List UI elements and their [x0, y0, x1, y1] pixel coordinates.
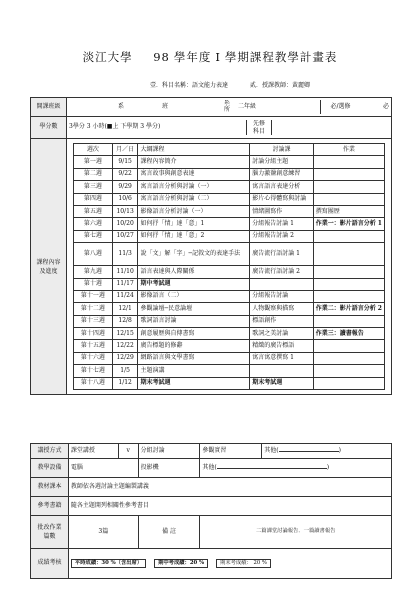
schedule-cell-outline: 課程內容簡介: [138, 156, 250, 168]
schedule-cell-date: 12/8: [112, 315, 138, 327]
method-lecture-check: v: [118, 444, 138, 459]
schedule-cell-discussion: 影片心得體寫與討論: [250, 193, 313, 205]
title-part2: 學期課程教學計畫表: [224, 50, 338, 64]
schedule-cell-outline: 廣告標題的修辭: [138, 340, 250, 352]
prereq-value: [272, 120, 392, 136]
schedule-cell-discussion: 討論分組主題: [250, 156, 313, 168]
schedule-table-row: [74, 352, 385, 364]
schedule-cell-homework: [313, 352, 384, 364]
schedule-cell-week: 第六週: [74, 218, 113, 230]
schedule-cell-homework: 作業二：影片語言分析 2: [313, 303, 384, 315]
media-other: 其他(: [202, 463, 217, 471]
schedule-cell-week: 第十五週: [74, 340, 113, 352]
col-outline: 大綱課程: [138, 144, 250, 156]
schedule-cell-discussion: 寓言寓意撰寫 1: [250, 352, 313, 364]
schedule-header: [74, 144, 385, 156]
schedule-cell-week: 第八週: [74, 243, 113, 266]
grading-usual: 平時成績：30 %（含出席）: [71, 559, 146, 569]
assignment-count: 3篇: [68, 516, 138, 549]
plan-table: [30, 97, 392, 395]
schedule-table: [73, 143, 385, 390]
schedule-cell-discussion: 腦力激盪創意練習: [250, 168, 313, 180]
methods-label: 講授方式: [31, 444, 69, 459]
schedule-table-row: [74, 303, 385, 315]
schedule-cell-week: 第三週: [74, 181, 113, 193]
schedule-cell-outline: 說「文」解「字」─記敘文的表達手法: [138, 243, 250, 266]
schedule-cell-discussion: 標語創作: [250, 315, 313, 327]
schedule-cell-homework: [313, 266, 384, 278]
course-name-line: [150, 80, 228, 89]
schedule-cell-homework: [313, 278, 384, 290]
schedule-cell-date: 10/27: [112, 230, 138, 242]
schedule-cell-date: 12/1: [112, 303, 138, 315]
schedule-cell-discussion: 期末考試週: [250, 377, 313, 389]
schedule-table-row: [74, 290, 385, 302]
schedule-cell-homework: [313, 365, 384, 377]
schedule-table-row: [74, 181, 385, 193]
checkbox-icon: ■: [106, 123, 113, 131]
schedule-cell-date: 1/5: [112, 365, 138, 377]
schedule-cell-homework: [313, 290, 384, 302]
schedule-cell-homework: [313, 193, 384, 205]
schedule-cell-date: 12/22: [112, 340, 138, 352]
schedule-cell-date: 10/20: [112, 218, 138, 230]
schedule-cell-outline: 寓言故事與創意表達: [138, 168, 250, 180]
credit-row: [31, 117, 392, 139]
credit-value: 3學分 3 小時(: [69, 123, 107, 131]
required-label: 必/選修: [321, 100, 361, 113]
schedule-cell-outline: 如何抒「情」達「意」2: [138, 230, 250, 242]
semester: I: [215, 50, 221, 64]
grading-midterm: 期中考成績：20 %: [154, 559, 208, 569]
schedule-cell-date: 9/22: [112, 168, 138, 180]
schedule-row: [31, 139, 392, 395]
schedule-cell-date: 11/24: [112, 290, 138, 302]
schedule-cell-week: 第五週: [74, 205, 113, 217]
credit-label: 學分數: [31, 117, 67, 139]
schedule-cell-discussion: [250, 278, 313, 290]
reference-value: 隨各主題開列相關性參考書目: [68, 497, 391, 516]
course-name: 語文能力表達: [192, 82, 229, 89]
university-name: 淡江大學: [82, 50, 133, 64]
academic-year: 98: [153, 50, 170, 64]
methods-row: [31, 444, 392, 459]
teacher-name: 黃麗卿: [292, 82, 311, 89]
prereq-label-2: 科目: [252, 127, 265, 135]
schedule-table-row: [74, 377, 385, 389]
schedule-cell-homework: [313, 156, 384, 168]
schedule-cell-homework: 撰寫團歷: [313, 205, 384, 217]
schedule-cell-discussion: 廣告流行語討論 1: [250, 243, 313, 266]
schedule-cell-outline: 主題演講: [138, 365, 250, 377]
assignment-row: [31, 516, 392, 549]
schedule-table-row: [74, 340, 385, 352]
schedule-table-row: [74, 243, 385, 266]
textbook-value: 教師依各週討論主題編製講義: [68, 478, 391, 497]
schedule-cell-outline: 參觀論壇─民意論壇: [138, 303, 250, 315]
schedule-table-row: [74, 266, 385, 278]
schedule-cell-discussion: 人物觀察與描寫: [250, 303, 313, 315]
footer-table: [30, 443, 392, 579]
method-group: 分組討論: [138, 444, 200, 459]
schedule-cell-outline: 語言表達與人際關係: [138, 266, 250, 278]
schedule-cell-date: 9/29: [112, 181, 138, 193]
grading-row: [31, 549, 392, 579]
schedule-cell-date: 12/15: [112, 328, 138, 340]
teacher-line: [250, 80, 310, 89]
media-computer: 電腦: [68, 459, 138, 478]
schedule-table-row: [74, 328, 385, 340]
schedule-cell-date: 10/6: [112, 193, 138, 205]
schedule-side-label-1: 課程內容: [36, 258, 61, 266]
media-label: 教學設備: [31, 459, 69, 478]
textbook-label: 教材課本: [31, 478, 69, 497]
schedule-cell-date: 11/17: [112, 278, 138, 290]
schedule-table-row: [74, 218, 385, 230]
grade: 二年級: [238, 102, 257, 110]
schedule-cell-homework: [313, 377, 384, 389]
schedule-cell-date: 11/3: [112, 243, 138, 266]
assignment-label-1: 批改作業: [37, 524, 62, 531]
schedule-cell-outline: 寓言語言分析與討論（二）: [138, 193, 250, 205]
schedule-cell-week: 第十一週: [74, 290, 113, 302]
title-part1: 學年度: [173, 50, 212, 64]
schedule-cell-outline: 如何抒「情」達「意」1: [138, 218, 250, 230]
schedule-table-row: [74, 365, 385, 377]
teacher-label: 貳．授課教師：: [250, 82, 293, 89]
schedule-table-row: [74, 193, 385, 205]
schedule-cell-homework: 作業三：讀書報告: [313, 328, 384, 340]
schedule-table-row: [74, 156, 385, 168]
schedule-table-row: [74, 278, 385, 290]
schedule-table-row: [74, 230, 385, 242]
reference-label: 參考書籍: [31, 497, 69, 516]
page-title: [0, 49, 420, 65]
schedule-cell-week: 第十八週: [74, 377, 113, 389]
method-other: 其他(: [264, 446, 279, 454]
class-row: [31, 98, 392, 117]
schedule-table-row: [74, 315, 385, 327]
reference-row: [31, 497, 392, 516]
grading-label: 成績考核: [31, 549, 69, 579]
schedule-cell-week: 第十六週: [74, 352, 113, 364]
schedule-cell-week: 第一週: [74, 156, 113, 168]
schedule-cell-discussion: 精緻的廣告標語: [250, 340, 313, 352]
method-visit: 參觀實習: [200, 444, 262, 459]
schedule-cell-homework: [313, 230, 384, 242]
schedule-cell-week: 第十三週: [74, 315, 113, 327]
prereq-label-1: 先修: [252, 119, 265, 127]
note-label: 備 註: [138, 516, 200, 549]
schedule-cell-discussion: 寓言語言表達分析: [250, 181, 313, 193]
schedule-cell-week: 第四週: [74, 193, 113, 205]
method-other-close: ): [338, 446, 341, 454]
dept-name-3: 系: [224, 100, 231, 107]
schedule-table-row: [74, 168, 385, 180]
col-discussion: 討論課: [250, 144, 313, 156]
required-value: 必: [382, 102, 389, 110]
schedule-cell-homework: [313, 168, 384, 180]
schedule-cell-week: 第二週: [74, 168, 113, 180]
schedule-cell-week: 第十週: [74, 278, 113, 290]
textbook-row: [31, 478, 392, 497]
schedule-cell-outline: 創意履歷與自傳書寫: [138, 328, 250, 340]
schedule-cell-week: 第七週: [74, 230, 113, 242]
method-lecture: 課堂講授: [68, 444, 118, 459]
schedule-cell-discussion: [250, 365, 313, 377]
col-date: 月／日: [112, 144, 138, 156]
schedule-cell-date: 10/13: [112, 205, 138, 217]
schedule-cell-discussion: 分組報告討論 1: [250, 218, 313, 230]
schedule-cell-week: 第十四週: [74, 328, 113, 340]
schedule-cell-week: 第九週: [74, 266, 113, 278]
schedule-cell-date: 12/29: [112, 352, 138, 364]
schedule-cell-date: 9/15: [112, 156, 138, 168]
schedule-cell-homework: [313, 243, 384, 266]
course-label: 壹．科目名稱：: [150, 82, 193, 89]
schedule-cell-outline: 網路語言與文學書寫: [138, 352, 250, 364]
media-other-close: ): [326, 463, 330, 471]
dept-name-1: 系: [118, 102, 125, 110]
credit-rest: 上 下學期 3 學分): [112, 123, 161, 131]
dept-label: 開課班級: [31, 98, 67, 117]
schedule-cell-discussion: 廣告流行語討論 2: [250, 266, 313, 278]
note-value: 二篇課堂討論報告．一篇讀書報告: [200, 516, 392, 549]
schedule-cell-discussion: 分組報告討論: [250, 290, 313, 302]
schedule-cell-outline: 影像語言分析討論（一）: [138, 205, 250, 217]
schedule-cell-date: 1/12: [112, 377, 138, 389]
schedule-table-row: [74, 205, 385, 217]
schedule-cell-week: 第十二週: [74, 303, 113, 315]
dept-name-4: 所: [224, 106, 231, 113]
schedule-cell-outline: 歌詞語言討論: [138, 315, 250, 327]
schedule-cell-homework: [313, 181, 384, 193]
col-week: 週次: [74, 144, 113, 156]
schedule-cell-homework: [313, 340, 384, 352]
schedule-cell-date: 11/10: [112, 266, 138, 278]
schedule-cell-discussion: 分組報告討論 2: [250, 230, 313, 242]
schedule-side-label-2: 及進度: [39, 267, 58, 275]
grading-final: 期末考成績： 20 %: [216, 559, 271, 569]
schedule-cell-outline: 影像語言（二）: [138, 290, 250, 302]
schedule-cell-week: 第十七週: [74, 365, 113, 377]
schedule-cell-discussion: 歌詞之美討論: [250, 328, 313, 340]
col-homework: 作業: [313, 144, 384, 156]
schedule-cell-homework: 作業一：影片語言分析 1: [313, 218, 384, 230]
schedule-cell-discussion: 情緒圖寫作: [250, 205, 313, 217]
schedule-cell-outline: 寓言語言分析與討論（一）: [138, 181, 250, 193]
schedule-cell-outline: 期中考試週: [138, 278, 250, 290]
schedule-cell-homework: [313, 315, 384, 327]
dept-name-2: 班: [162, 102, 169, 110]
media-projector: 投影機: [138, 459, 200, 478]
media-row: [31, 459, 392, 478]
assignment-label-2: 篇數: [43, 533, 56, 540]
schedule-cell-outline: 期末考試週: [138, 377, 250, 389]
